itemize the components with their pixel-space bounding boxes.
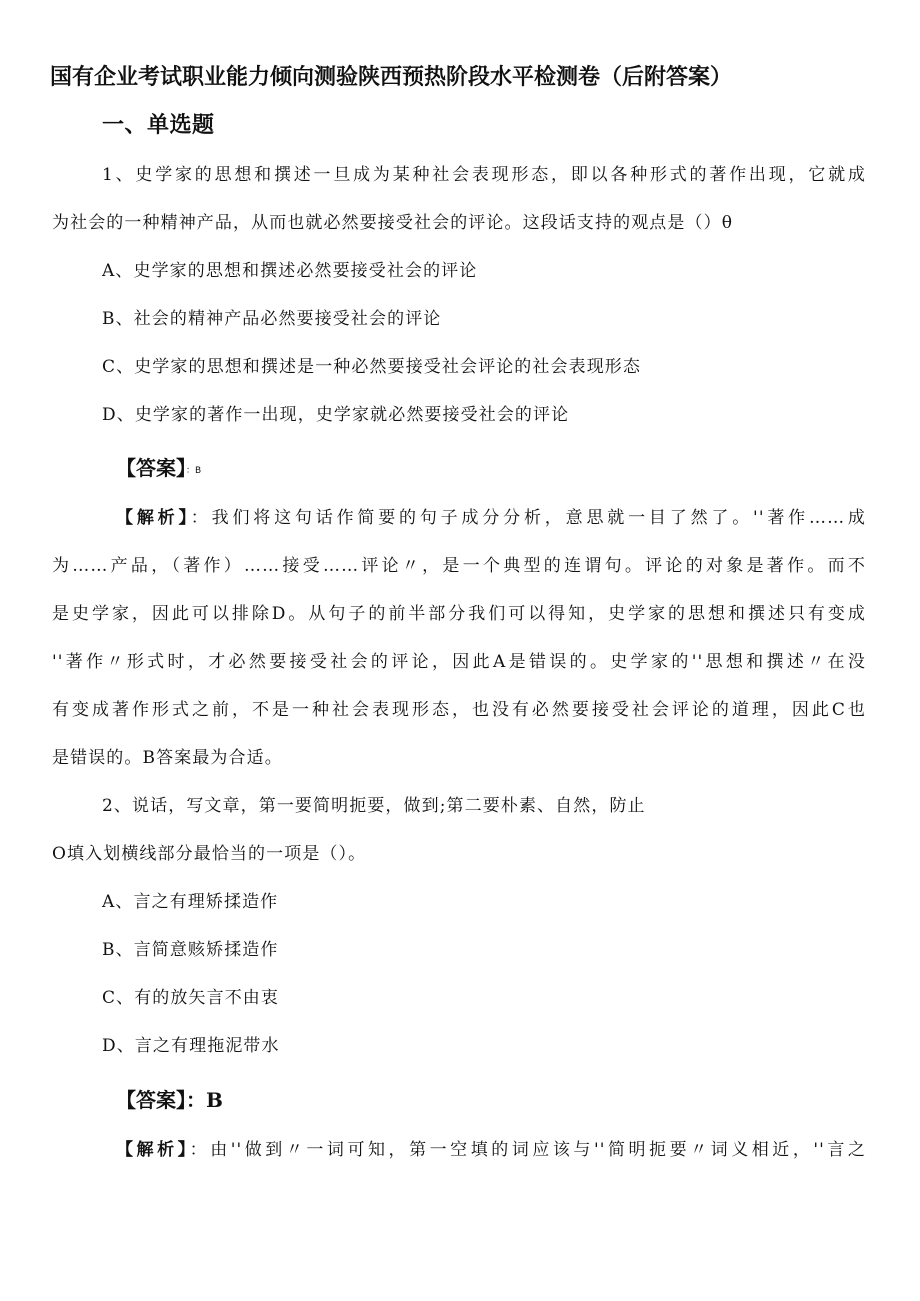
option-c: C、史学家的思想和撰述是一种必然要接受社会评论的社会表现形态 xyxy=(102,357,642,377)
analysis-label: 【解析】 xyxy=(116,1140,190,1160)
answer-line xyxy=(116,1084,223,1113)
option-c: C、有的放矢言不由衷 xyxy=(102,988,280,1008)
option-b: B、社会的精神产品必然要接受社会的评论 xyxy=(102,309,442,329)
analysis-text: ：我们将这句话作简要的句子成分分析，意思就一目了然了。''著作……成 xyxy=(190,508,866,528)
section-heading: 一、单选题 xyxy=(102,113,215,138)
analysis-line: ''著作〃形式时，才必然要接受社会的评论，因此A是错误的。史学家的''思想和撰述〃在没 xyxy=(52,652,866,672)
analysis-line: 为……产品，（著作）……接受……评论〃，是一个典型的连谓句。评论的对象是著作。而不 xyxy=(52,556,866,576)
option-d: D、言之有理拖泥带水 xyxy=(102,1036,280,1056)
question-stem-line: 1、史学家的思想和撰述一旦成为某种社会表现形态，即以各种形式的著作出现，它就成 xyxy=(102,165,866,185)
question-stem-line: 为社会的一种精神产品，从而也就必然要接受社会的评论。这段话支持的观点是（）θ xyxy=(52,213,734,233)
analysis-line: 是史学家，因此可以排除D。从句子的前半部分我们可以得知，史学家的思想和撰述只有变成 xyxy=(52,604,866,624)
answer-label: 【答案】 xyxy=(116,456,186,480)
answer-line xyxy=(116,452,201,481)
question-stem-line: O填入划横线部分最恰当的一项是（）。 xyxy=(52,844,367,864)
document-title: 国有企业考试职业能力倾向测验陕西预热阶段水平检测卷（后附答案） xyxy=(50,65,733,90)
analysis-line: 有变成著作形式之前，不是一种社会表现形态，也没有必然要接受社会评论的道理，因此C也 xyxy=(52,700,866,720)
answer-value: ：B xyxy=(186,1088,223,1112)
analysis-line: 是错误的。B答案最为合适。 xyxy=(52,748,283,768)
analysis-line xyxy=(116,1135,866,1160)
option-d: D、史学家的著作一出现，史学家就必然要接受社会的评论 xyxy=(102,405,570,425)
option-b: B、言简意赅矫揉造作 xyxy=(102,940,279,960)
analysis-text: ：由''做到〃一词可知，第一空填的词应该与''简明扼要〃词义相近，''言之 xyxy=(189,1140,866,1160)
question-stem-line: 2、说话，写文章，第一要简明扼要，做到;第二要朴素、自然，防止 xyxy=(102,796,646,816)
analysis-label: 【解析】 xyxy=(116,508,191,528)
answer-label: 【答案】 xyxy=(116,1088,186,1112)
answer-value: ：B xyxy=(186,466,202,476)
analysis-line xyxy=(116,503,866,528)
option-a: A、史学家的思想和撰述必然要接受社会的评论 xyxy=(102,261,478,281)
option-a: A、言之有理矫揉造作 xyxy=(102,892,279,912)
